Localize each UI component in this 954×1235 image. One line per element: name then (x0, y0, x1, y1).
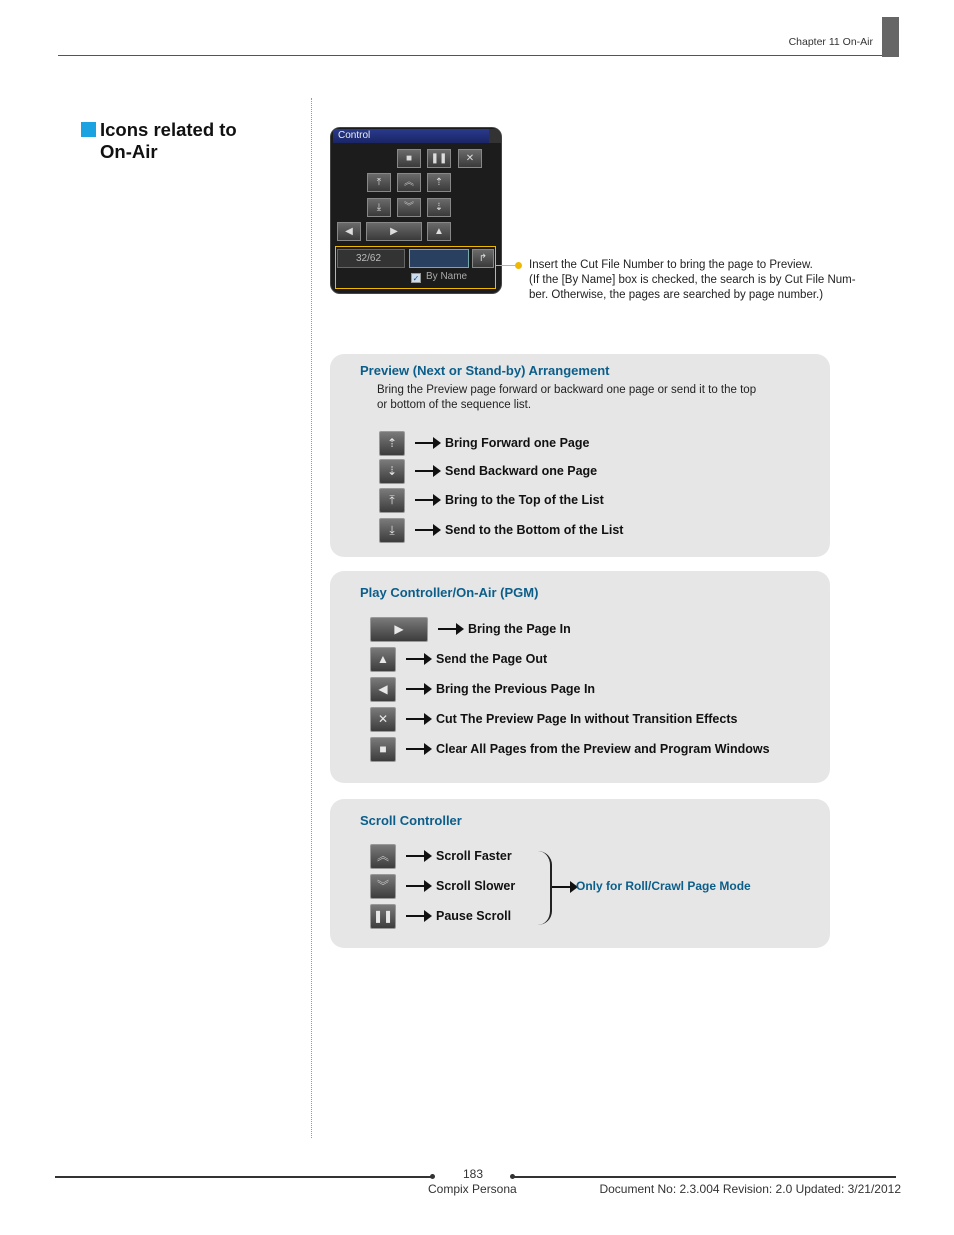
bring-to-top-icon: ⤒ (379, 488, 405, 513)
list-item (370, 873, 515, 899)
item-label: Clear All Pages from the Preview and Program Windows (436, 742, 770, 756)
callout-highlight-box (335, 246, 496, 289)
pause-button[interactable] (427, 149, 451, 168)
footer-rule-right (512, 1176, 896, 1178)
double-chevron-up-icon: ︽ (404, 176, 414, 188)
arrow-right-icon (415, 494, 441, 506)
list-item (370, 706, 737, 732)
list-item (370, 646, 547, 672)
send-to-bottom-icon: ⤓ (379, 518, 405, 543)
item-label: Scroll Faster (436, 849, 512, 863)
double-chevron-up-icon: ︽ (370, 844, 396, 869)
title-bullet-icon (81, 122, 96, 137)
footer-rule-left (55, 1176, 433, 1178)
product-name: Compix Persona (428, 1182, 517, 1196)
go-arrow-icon: ↱ (478, 252, 488, 264)
triangle-up-icon: ▲ (370, 647, 396, 672)
send-backward-button[interactable] (427, 198, 451, 217)
arrow-right-icon (406, 743, 432, 755)
list-item (370, 736, 770, 762)
double-chevron-down-icon: ︾ (404, 201, 414, 213)
mode-note: Only for Roll/Crawl Page Mode (576, 879, 751, 893)
play-section-title: Play Controller/On-Air (PGM) (360, 585, 539, 600)
top-of-list-button[interactable] (367, 173, 391, 192)
arrow-right-icon (406, 910, 432, 922)
item-label: Bring the Previous Page In (436, 682, 596, 696)
arrow-right-icon (415, 524, 441, 536)
cut-x-icon: ✕ (465, 152, 475, 164)
list-item (370, 843, 512, 869)
preview-desc-line1: Bring the Preview page forward or backward one page or send it to the top (377, 384, 757, 396)
item-label: Send Backward one Page (445, 464, 598, 478)
arrow-right-icon (415, 437, 441, 449)
control-panel-title: Control (333, 129, 490, 143)
preview-section-title: Preview (Next or Stand-by) Arrangement (360, 363, 610, 378)
play-icon: ▶ (390, 225, 398, 237)
by-name-label: By Name (426, 271, 468, 282)
send-to-bottom-icon: ⤓ (376, 201, 382, 213)
callout-line3: ber. Otherwise, the pages are searched by page number.) (529, 289, 824, 301)
previous-page-button[interactable] (337, 222, 361, 241)
chapter-tab (882, 17, 899, 57)
arrow-right-icon (415, 465, 441, 477)
take-in-button[interactable] (366, 222, 422, 241)
control-panel (330, 127, 502, 294)
header-rule (58, 55, 884, 56)
bottom-of-list-button[interactable] (367, 198, 391, 217)
page-number: 183 (462, 1167, 484, 1181)
brace (538, 851, 552, 925)
triangle-left-icon: ◀ (345, 225, 353, 237)
stop-square-icon: ■ (405, 152, 413, 164)
send-backward-icon: ⇣ (434, 201, 444, 213)
callout-line2: (If the [By Name] box is checked, the search is by Cut File Num- (529, 274, 856, 286)
stop-square-icon: ■ (370, 737, 396, 762)
preview-arrangement-box (330, 354, 830, 557)
arrow-right-icon (552, 881, 578, 893)
list-item (370, 903, 511, 929)
triangle-up-icon: ▲ (434, 225, 444, 237)
cut-button[interactable] (458, 149, 482, 168)
triangle-left-icon: ◀ (370, 677, 396, 702)
column-divider (311, 98, 312, 1138)
item-label: Bring to the Top of the List (445, 493, 604, 507)
preview-desc-line2: or bottom of the sequence list. (377, 399, 532, 411)
callout-line1: Insert the Cut File Number to bring the page to Preview. (529, 259, 813, 271)
bring-forward-icon: ⇡ (434, 176, 444, 188)
list-item (370, 616, 571, 642)
list-item (379, 517, 623, 543)
by-name-checkbox[interactable]: ✓ (412, 274, 420, 283)
arrow-right-icon (406, 713, 432, 725)
item-label: Bring Forward one Page (445, 436, 590, 450)
preview-section-desc (377, 383, 797, 413)
scroll-section-title: Scroll Controller (360, 813, 462, 828)
scroll-slower-button[interactable] (397, 198, 421, 217)
clear-button[interactable] (397, 149, 421, 168)
arrow-right-icon (406, 880, 432, 892)
page-counter: 32/62 (337, 249, 405, 268)
document-info: Document No: 2.3.004 Revision: 2.0 Updated: 3/21/2012 (599, 1182, 901, 1196)
panel-close-icon[interactable] (489, 129, 501, 143)
page-title-line1: Icons related to (100, 119, 237, 140)
item-label: Pause Scroll (436, 909, 512, 923)
callout-text (529, 258, 889, 303)
pause-icon: ❚❚ (430, 152, 448, 164)
arrow-right-icon (406, 653, 432, 665)
footer-dot (510, 1174, 515, 1179)
play-controller-box (330, 571, 830, 783)
item-label: Send to the Bottom of the List (445, 523, 624, 537)
bring-forward-button[interactable] (427, 173, 451, 192)
arrow-right-icon (406, 683, 432, 695)
item-label: Bring the Page In (468, 622, 571, 636)
pause-icon: ❚❚ (370, 904, 396, 929)
list-item (370, 676, 595, 702)
send-backward-icon: ⇣ (379, 459, 405, 484)
page-title-line2: On-Air (100, 141, 158, 162)
chapter-label: Chapter 11 On-Air (788, 36, 873, 48)
play-icon: ▶ (370, 617, 428, 642)
arrow-right-icon (438, 623, 464, 635)
item-label: Cut The Preview Page In without Transition Effects (436, 712, 738, 726)
page-title (100, 119, 237, 163)
scroll-faster-button[interactable] (397, 173, 421, 192)
double-chevron-down-icon: ︾ (370, 874, 396, 899)
bring-forward-icon: ⇡ (379, 431, 405, 456)
footer-dot (430, 1174, 435, 1179)
callout-dot (515, 262, 522, 269)
item-label: Scroll Slower (436, 879, 516, 893)
item-label: Send the Page Out (436, 652, 548, 666)
list-item (379, 458, 597, 484)
take-out-button[interactable] (427, 222, 451, 241)
bring-to-top-icon: ⤒ (376, 176, 382, 188)
list-item (379, 430, 589, 456)
arrow-right-icon (406, 850, 432, 862)
cut-x-icon: ✕ (370, 707, 396, 732)
scroll-controller-box (330, 799, 830, 948)
list-item (379, 487, 604, 513)
